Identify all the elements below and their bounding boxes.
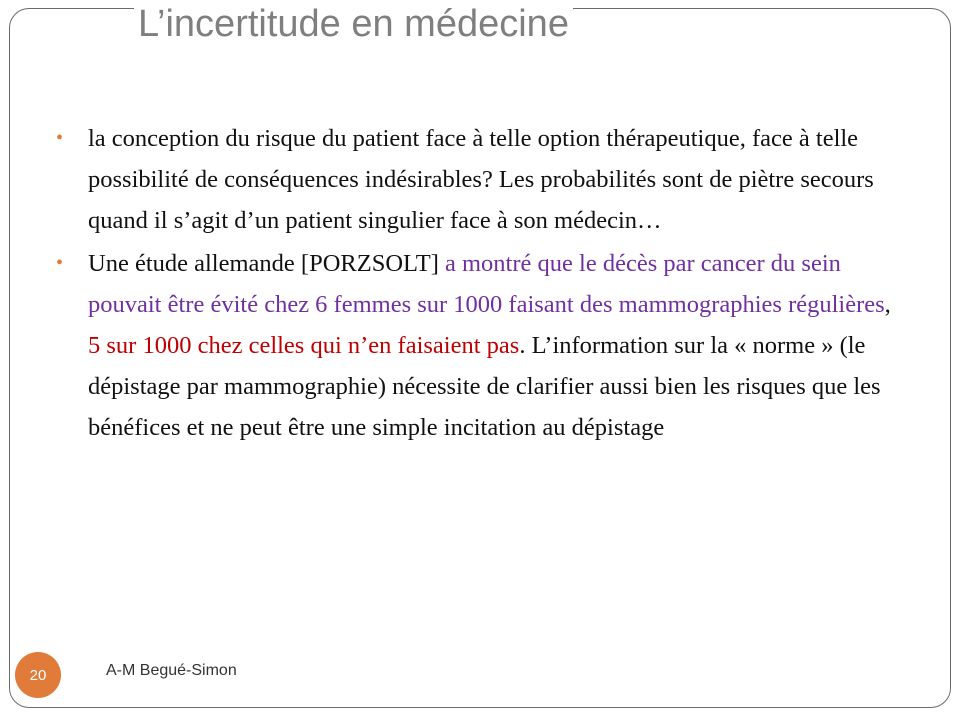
bullet-text-highlight-purple: a montré que le décès par cancer du sein pouvait être évité chez 6 femmes sur 1000 faisant des mammographies régulières (88, 250, 885, 318)
footer-author: A-M Begué-Simon (106, 662, 237, 679)
bullet-text-rest: . L’information sur la « norme » (le dépistage par mammographie) nécessite de clarifier aussi bien les risques que les bénéfices et ne peut être une simple incitation au dépistage (88, 332, 881, 441)
bullet-item-risk-conception (56, 118, 906, 241)
bullet-item-german-study (56, 243, 906, 448)
bullet-text-sep: , (884, 291, 891, 318)
bullet-text-highlight-red: 5 sur 1000 chez celles qui n’en faisaient pas (88, 332, 520, 359)
bullet-text-intro: Une étude allemande [PORZSOLT] (88, 250, 445, 277)
slide-title: L’incertitude en médecine (134, 0, 573, 50)
slide-body (56, 118, 906, 450)
page-number: 20 (29, 666, 47, 684)
page-number-badge (15, 652, 61, 698)
bullet-icon: • (56, 127, 64, 149)
bullet-icon: • (56, 252, 64, 274)
bullet-text: la conception du risque du patient face à telle option thérapeutique, face à telle possibilité de conséquences indésirables? Les probabilités sont de piètre secours quand il s’agit d’un patient singulier face à son médecin… (88, 125, 874, 234)
